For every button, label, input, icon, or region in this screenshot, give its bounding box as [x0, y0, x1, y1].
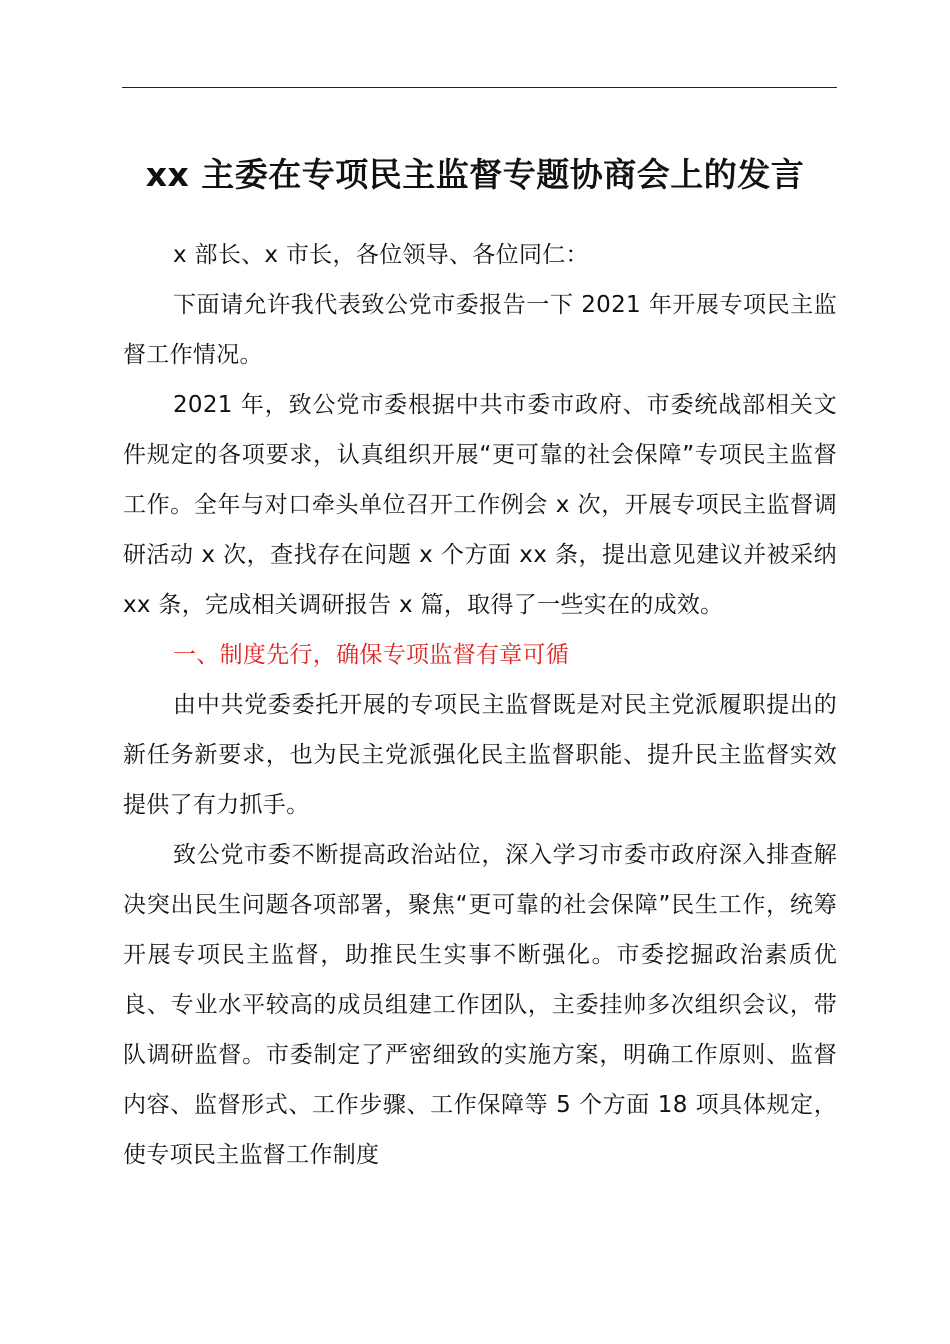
body-paragraph: 致公党市委不断提高政治站位，深入学习市委市政府深入排查解决突出民生问题各项部署，聚焦“更可靠的社会保障”民生工作，统筹开展专项民主监督，助推民生实事不断强化。市委挖掘政治素质优良、专业水平较高的成员组建工作团队，主委挂帅多次组织会议，带队调研监督。市委制定了严密细致的实施方案，明确工作原则、监督内容、监督形式、工作步骤、工作保障等 5 个方面 18 项具体规定，使专项民主监督工作制度: [123, 842, 837, 1168]
header-rule: [122, 87, 837, 88]
document-body: [123, 230, 837, 1180]
section-heading: 一、制度先行，确保专项监督有章可循: [173, 642, 570, 668]
salutation: x 部长、x 市长，各位领导、各位同仁：: [173, 242, 589, 268]
body-paragraph: 由中共党委委托开展的专项民主监督既是对民主党派履职提出的新任务新要求，也为民主党派强化民主监督职能、提升民主监督实效提供了有力抓手。: [123, 692, 837, 818]
body-paragraph: 下面请允许我代表致公党市委报告一下 2021 年开展专项民主监督工作情况。: [123, 292, 837, 368]
document-title: xx 主委在专项民主监督专题协商会上的发言: [145, 155, 805, 194]
body-paragraph: 2021 年，致公党市委根据中共市委市政府、市委统战部相关文件规定的各项要求，认真组织开展“更可靠的社会保障”专项民主监督工作。全年与对口牵头单位召开工作例会 x 次，开展专项民主监督调研活动 x 次，查找存在问题 x 个方面 xx 条，提出意见建议并被采纳 xx 条，完成相关调研报告 x 篇，取得了一些实在的成效。: [123, 392, 837, 618]
